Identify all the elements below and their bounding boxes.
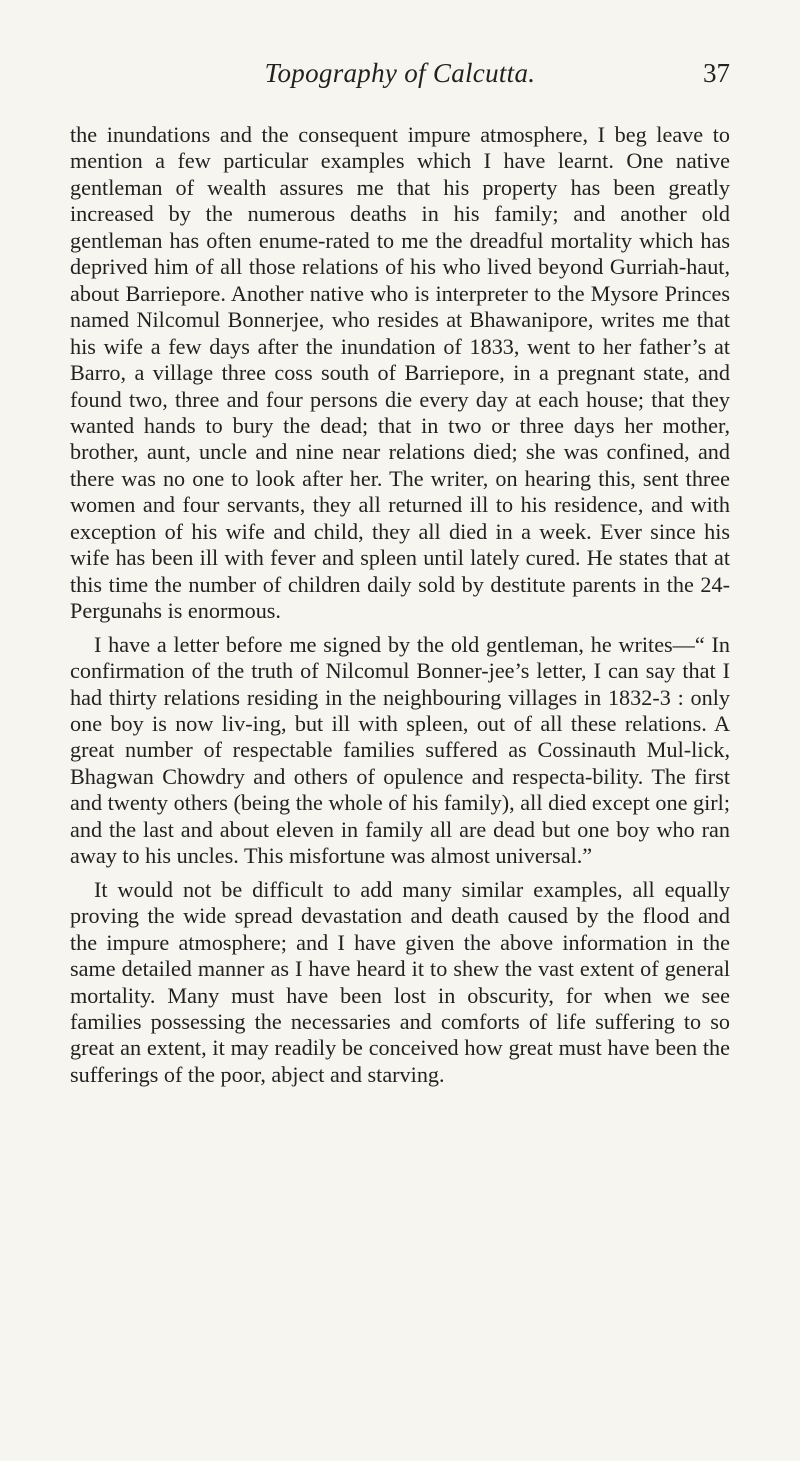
running-head: [70, 58, 730, 98]
paragraph-2: I have a letter before me signed by the old gentleman, he writes—“ In confirmation of the truth of Nilcomul Bonner-jee’s letter, I can say that I had thirty relations residing in the neighbouring villages in 1832-3 : only one boy is now liv-ing, but ill with spleen, out of all these relations. A great number of respectable families suffered as Cossinauth Mul-lick, Bhagwan Chowdry and others of opulence and respecta-bility. The first and twenty others (being the whole of his family), all died except one girl; and the last and about eleven in family all are dead but one boy who ran away to his uncles. This misfortune was almost universal.”: [70, 631, 730, 869]
paragraph-1: the inundations and the consequent impure atmosphere, I beg leave to mention a few particular examples which I have learnt. One native gentleman of wealth assures me that his property has been greatly increased by the numerous deaths in his family; and another old gentleman has often enume-rated to me the dreadful mortality which has deprived him of all those relations of his who lived beyond Gurriah-haut, about Barriepore. Another native who is interpreter to the Mysore Princes named Nilcomul Bonnerjee, who resides at Bhawanipore, writes me that his wife a few days after the inundation of 1833, went to her father’s at Barro, a village three coss south of Barriepore, in a pregnant state, and found two, three and four persons die every day at each house; that they wanted hands to bury the dead; that in two or three days her mother, brother, aunt, uncle and nine near relations died; she was confined, and there was no one to look after her. The writer, on hearing this, sent three women and four servants, they all returned ill to his residence, and with exception of his wife and child, they all died in a week. Ever since his wife has been ill with fever and spleen until lately cured. He states that at this time the number of children daily sold by destitute parents in the 24-Pergunahs is enormous.: [70, 122, 730, 624]
paragraph-3: It would not be difficult to add many similar examples, all equally proving the wide spread devastation and death caused by the flood and the impure atmosphere; and I have given the above information in the same detailed manner as I have heard it to shew the vast extent of general mortality. Many must have been lost in obscurity, for when we see families possessing the necessaries and comforts of life suffering to so great an extent, it may readily be conceived how great must have been the sufferings of the poor, abject and starving.: [70, 876, 730, 1087]
body-text: [70, 122, 730, 1095]
page-title: Topography of Calcutta.: [264, 58, 536, 88]
page-number: 37: [703, 58, 730, 88]
